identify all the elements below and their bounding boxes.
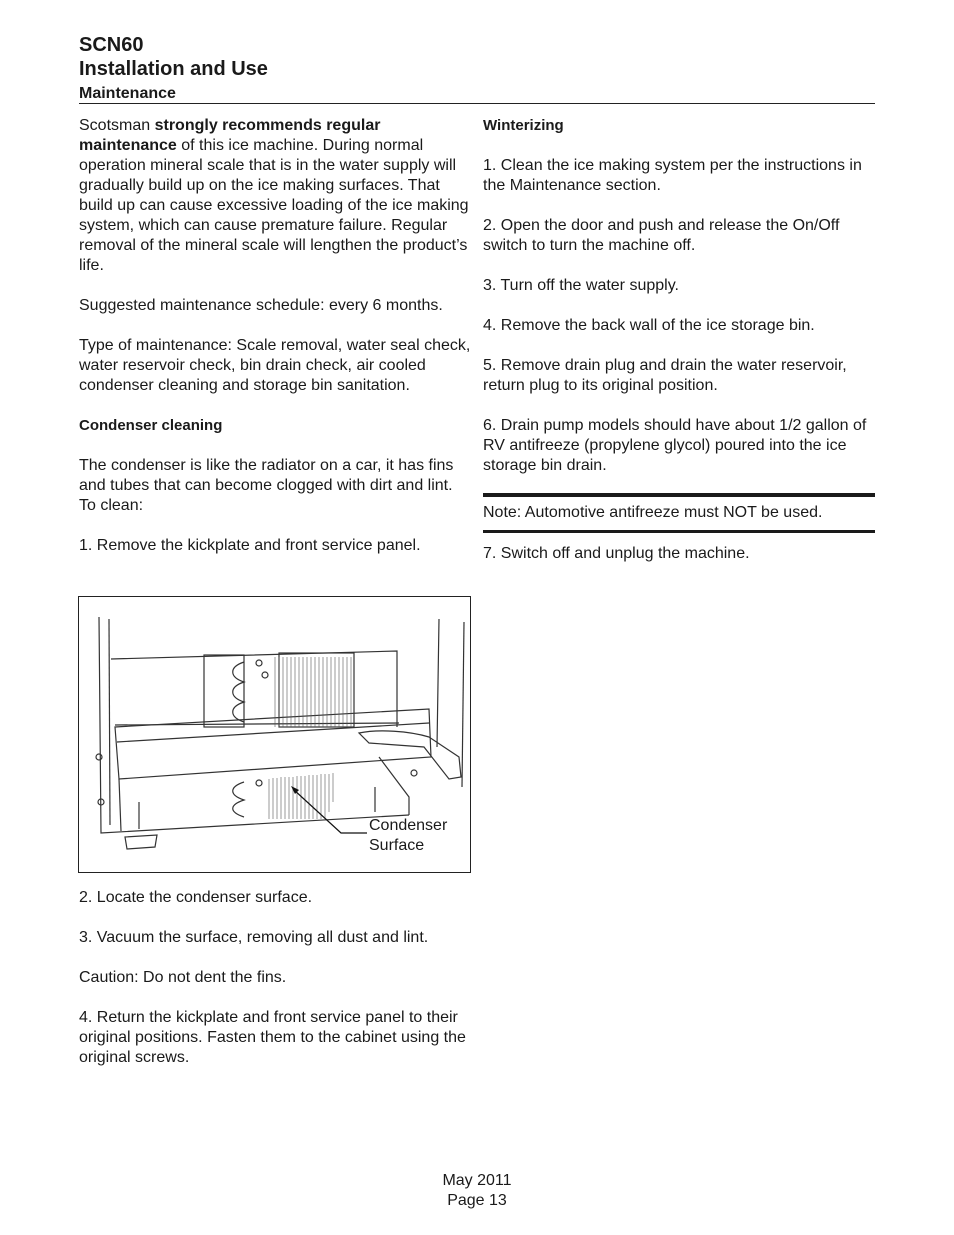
footer-date: May 2011 bbox=[442, 1172, 512, 1189]
condenser-intro: The condenser is like the radiator on a car, it has fins and tubes that can become clogged with dirt and lint. To clean: bbox=[79, 457, 454, 514]
condenser-step-2: 2. Locate the condenser surface. bbox=[79, 889, 313, 906]
label-line-2: Surface bbox=[369, 837, 425, 854]
caution-text: Caution: Do not dent the fins. bbox=[79, 969, 287, 986]
winterizing-step-1: 1. Clean the ice making system per the instructions in the Maintenance section. bbox=[483, 157, 862, 194]
winterizing-step-5: 5. Remove drain plug and drain the water reservoir, return plug to its original position. bbox=[483, 357, 847, 394]
label-line-1: Condenser bbox=[369, 817, 448, 834]
antifreeze-note: Note: Automotive antifreeze must NOT be used. bbox=[483, 493, 875, 533]
document-title: Installation and Use bbox=[79, 58, 268, 80]
condenser-surface-label bbox=[369, 816, 447, 856]
intro-text-1: Scotsman bbox=[79, 117, 155, 134]
condenser-illustration bbox=[78, 596, 471, 873]
left-column-continued bbox=[79, 888, 471, 1088]
condenser-step-3: 3. Vacuum the surface, removing all dust and lint. bbox=[79, 929, 429, 946]
intro-bold-text: strongly recommends regular maintenance bbox=[79, 117, 381, 154]
left-column bbox=[79, 116, 471, 576]
winterizing-step-3: 3. Turn off the water supply. bbox=[483, 277, 679, 294]
winterizing-heading: Winterizing bbox=[483, 117, 564, 134]
schedule-paragraph: Suggested maintenance schedule: every 6 months. bbox=[79, 297, 443, 314]
intro-text-2: of this ice machine. During normal operation mineral scale that is in the water supply will gradually build up on the ice making surfaces. That build up can cause excessive loading of the ice making system, which can cause premature failure. Regular removal of the mineral scale will lengthen the product’s life. bbox=[79, 137, 469, 274]
condenser-step-1: 1. Remove the kickplate and front service panel. bbox=[79, 537, 421, 554]
winterizing-step-2: 2. Open the door and push and release the On/Off switch to turn the machine off. bbox=[483, 217, 840, 254]
winterizing-step-4: 4. Remove the back wall of the ice storage bin. bbox=[483, 317, 815, 334]
model-title: SCN60 bbox=[79, 34, 144, 56]
types-paragraph: Type of maintenance: Scale removal, water seal check, water reservoir check, bin drain check, air cooled condenser cleaning and storage bin sanitation. bbox=[79, 337, 471, 394]
footer-page-number: Page 13 bbox=[447, 1192, 507, 1209]
winterizing-step-6: 6. Drain pump models should have about 1/2 gallon of RV antifreeze (propylene glycol) poured into the ice storage bin drain. bbox=[483, 417, 867, 474]
right-column bbox=[483, 116, 877, 496]
section-title: Maintenance bbox=[79, 85, 176, 102]
condenser-heading: Condenser cleaning bbox=[79, 417, 223, 434]
intro-paragraph bbox=[79, 116, 471, 276]
condenser-step-4: 4. Return the kickplate and front service panel to their original positions. Fasten them to the cabinet using the original screws. bbox=[79, 1009, 466, 1066]
header-rule bbox=[79, 103, 875, 104]
winterizing-step-7: 7. Switch off and unplug the machine. bbox=[483, 545, 750, 562]
